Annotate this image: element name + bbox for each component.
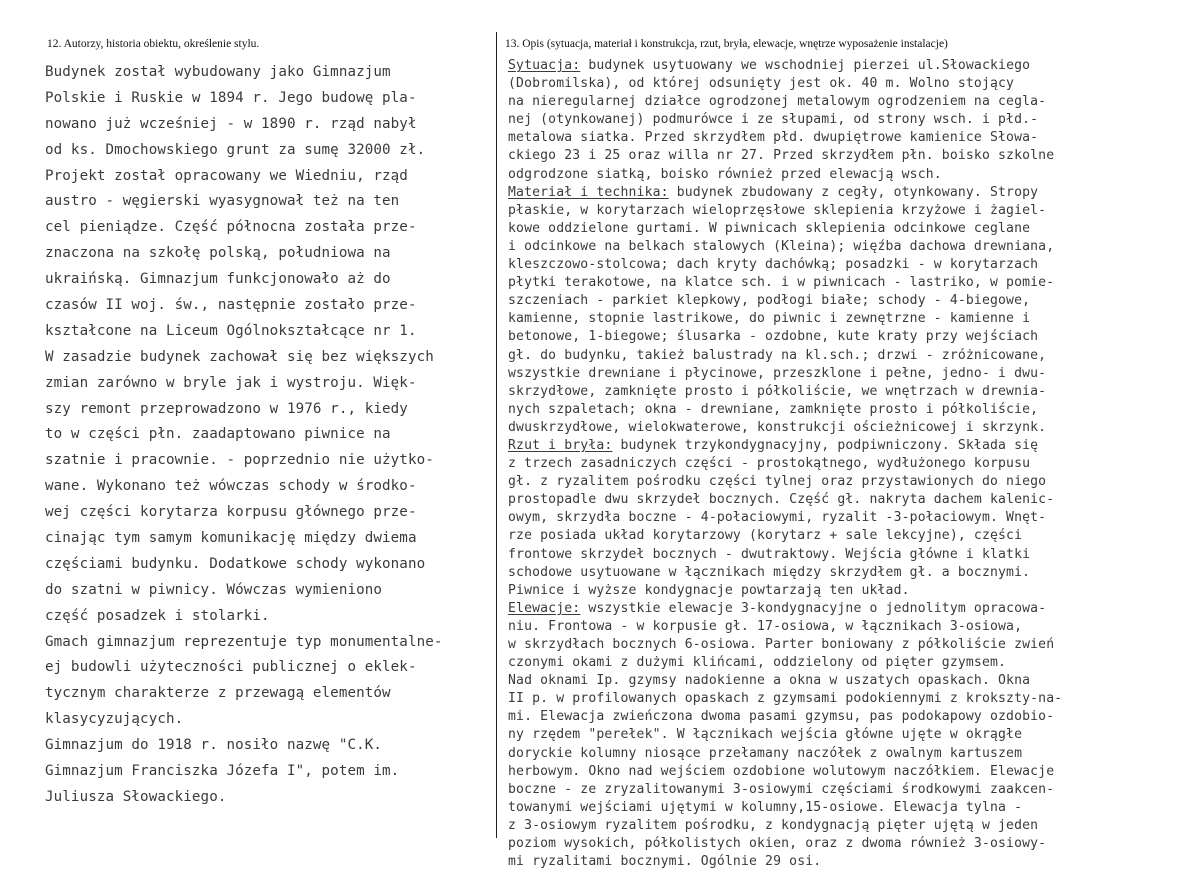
text-line (508, 817, 1198, 835)
subsection-label: Sytuacja: (508, 58, 581, 73)
line-text: skrzydłowe, zamknięte prosto i półkoliście, we wnętrzach w drewnia- (508, 383, 1047, 399)
column-divider (496, 32, 497, 838)
text-line: cinając tym samym komunikację między dwiema (45, 530, 417, 547)
line-text: nych szpaletach; okna - drewniane, zamknięte prosto i półkoliście, (508, 401, 1039, 417)
line-text: odgrodzone siatką, boisko również przed elewacją wsch. (508, 166, 942, 182)
text-line: ukraińską. Gimnazjum funkcjonowało aż do (45, 271, 391, 288)
text-line (508, 546, 1198, 564)
line-text: Nad oknami Ip. gzymsy nadokienne a okna w uszatych opaskach. Okna (508, 673, 1031, 689)
line-text: mi ryzalitami bocznymi. Ogólnie 29 osi. (508, 854, 822, 870)
text-line: austro - węgierski wyasygnował też na ten (45, 193, 400, 210)
description-text-block (508, 57, 1198, 871)
line-text: doryckie kolumny niosące przełamany naczółek z owalnym kartuszem (508, 745, 1023, 761)
line-text: boczne - ze zryzalitowanymi 3-osiowymi częściami środkowymi zaakcen- (508, 781, 1055, 797)
line-text: w skrzydłach bocznych 6-osiowa. Parter boniowany z półkoliście zwień (508, 637, 1055, 652)
history-text-block (45, 60, 490, 811)
text-line: do szatni w piwnicy. Wówczas wymieniono (45, 581, 383, 598)
text-line: szy remont przeprowadzono w 1976 r., kiedy (45, 400, 408, 417)
text-line (508, 166, 1198, 184)
text-line: wej części korytarza korpusu głównego prze- (45, 504, 417, 521)
text-line (508, 745, 1198, 763)
text-line (508, 654, 1198, 672)
text-line: Polskie i Ruskie w 1894 r. Jego budowę pla- (45, 89, 417, 106)
line-text: gł. do budynku, takież balustrady na kl.sch.; drzwi - zróżnicowane, (508, 347, 1047, 363)
text-line (508, 57, 1198, 75)
text-line (508, 509, 1198, 527)
text-line: część posadzek i stolarki. (45, 607, 270, 624)
text-line (508, 618, 1198, 636)
text-line (508, 292, 1198, 310)
line-text: metalowa siatka. Przed skrzydłem płd. dwupiętrowe kamienice Słowa- (508, 130, 1039, 146)
subsection-label: Elewacje: (508, 600, 581, 616)
section-12-heading: 12. Autorzy, historia obiektu, określenie stylu. (47, 38, 260, 50)
line-text: ny rzędem "perełek". W łącznikach wejścia główne ujęte w okrągłe (508, 727, 1023, 743)
text-line (508, 853, 1198, 871)
text-line (508, 129, 1198, 147)
line-text: kleszczowo-stolcowa; dach kryty dachówką; posadzki - w korytarzach (508, 257, 1039, 273)
text-line (508, 672, 1198, 690)
text-line: klasycyzujących. (45, 711, 184, 728)
text-line (508, 111, 1198, 129)
text-line (508, 455, 1198, 473)
text-line: nowano już wcześniej - w 1890 r. rząd nabył (45, 115, 417, 132)
text-line: W zasadzie budynek zachował się bez większych (45, 348, 434, 365)
text-line: Budynek został wybudowany jako Gimnazjum (45, 64, 391, 80)
text-line: Gimnazjum Franciszka Józefa I", potem im. (45, 763, 400, 780)
line-text: dwuskrzydłowe, wielokwaterowe, konstrukcji ościeżnicowej i skrzynk. (508, 419, 1047, 435)
text-line (508, 835, 1198, 853)
line-text: kamienne, stopnie lastrikowe, do piwnic i zewnętrzne - kamienne i (508, 311, 1031, 327)
text-line: Juliusza Słowackiego. (45, 788, 227, 805)
text-line: szatnie i pracownie. - poprzednio nie użytko- (45, 452, 434, 469)
line-text: na nieregularnej działce ogrodzonej metalowym ogrodzeniem na cegla- (508, 94, 1047, 110)
text-line (508, 75, 1198, 93)
text-line (508, 473, 1198, 491)
text-line: Gimnazjum do 1918 r. nosiło nazwę "C.K. (45, 737, 383, 754)
text-line: Projekt został opracowany we Wiedniu, rząd (45, 167, 408, 184)
text-line (508, 401, 1198, 419)
line-text: wszystkie drewniane i płycinowe, przeszklone i pełne, jedno- i dwu- (508, 365, 1047, 381)
text-line (508, 527, 1198, 545)
subsection-label: Rzut i bryła: (508, 437, 613, 453)
line-text: z 3-osiowym ryzalitem pośrodku, z kondygnacją pięter ujętą w jeden (508, 817, 1039, 833)
text-line (508, 147, 1198, 165)
text-line (508, 564, 1198, 582)
section-13-heading: 13. Opis (sytuacja, materiał i konstrukcja, rzut, bryła, elewacje, wnętrze wyposażenie instalacje) (505, 38, 948, 50)
line-text: budynek zbudowany z cegły, otynkowany. Stropy (668, 184, 1039, 200)
text-line: czasów II woj. św., następnie zostało prze- (45, 297, 417, 314)
line-text: niu. Frontowa - w korpusie gł. 17-osiowa, w łącznikach 3-osiowa, (508, 618, 1023, 634)
text-line (508, 726, 1198, 744)
text-line (508, 799, 1198, 817)
text-line (508, 220, 1198, 238)
text-line (508, 419, 1198, 437)
text-line (508, 93, 1198, 111)
line-text: nej (otynkowanej) podmurówce i ze słupami, od strony wsch. i płd.- (508, 112, 1039, 128)
text-line (508, 202, 1198, 220)
line-text: II p. w profilowanych opaskach z gzymsami podokiennymi z krokszty-na- (508, 691, 1063, 707)
text-line (508, 437, 1198, 455)
text-line: cel pieniądze. Część północna została prze- (45, 219, 417, 236)
text-line (508, 383, 1198, 401)
line-text: mi. Elewacja zwieńczona dwoma pasami gzymsu, pas podokapowy ozdobio- (508, 709, 1055, 725)
line-text: owym, skrzydła boczne - 4-połaciowymi, ryzalit -3-połaciowym. Wnęt- (508, 510, 1047, 526)
text-line: Gmach gimnazjum reprezentuje typ monumentalne- (45, 633, 443, 650)
line-text: budynek trzykondygnacyjny, podpiwniczony. Składa się (612, 437, 1039, 453)
text-line (508, 582, 1198, 600)
line-text: kowe oddzielone gurtami. W piwnicach sklepienia odcinkowe ceglane (508, 220, 1031, 236)
text-line: tycznym charakterze z przewagą elementów (45, 685, 391, 702)
text-line (508, 708, 1198, 726)
text-line (508, 600, 1198, 618)
text-line: wane. Wykonano też wówczas schody w środko- (45, 478, 417, 495)
text-line (508, 781, 1198, 799)
line-text: prostopadle dwu skrzydeł bocznych. Część gł. nakryta dachem kalenic- (508, 492, 1055, 508)
line-text: płaskie, w korytarzach wieloprzęsłowe sklepienia krzyżowe i żagiel- (508, 202, 1047, 218)
text-line (508, 347, 1198, 365)
line-text: poziom wysokich, półkolistych okien, oraz z dwoma również 3-osiowy- (508, 836, 1047, 852)
line-text: płytki terakotowe, na klatce sch. i w piwnicach - lastriko, w pomie- (508, 275, 1055, 291)
text-line: ej budowli użyteczności publicznej o eklek- (45, 659, 417, 676)
line-text: ckiego 23 i 25 oraz willa nr 27. Przed skrzydłem płn. boisko szkolne (508, 148, 1055, 164)
text-line (508, 636, 1198, 654)
text-line (508, 763, 1198, 781)
line-text: szczeniach - parkiet klepkowy, podłogi białe; schody - 4-biegowe, (508, 293, 1031, 309)
line-text: gł. z ryzalitem pośrodku części tylnej oraz przystawionych do niego (508, 474, 1047, 490)
line-text: towanymi wejściami ujętymi w kolumny,15-osiowe. Elewacja tylna - (508, 799, 1023, 815)
text-line: od ks. Dmochowskiego grunt za sumę 32000 zł. (45, 141, 426, 158)
line-text: budynek usytuowany we wschodniej pierzei ul.Słowackiego (580, 58, 1031, 73)
line-text: frontowe skrzydeł bocznych - dwutraktowy. Wejścia główne i klatki (508, 546, 1031, 562)
line-text: i odcinkowe na belkach stalowych (Kleina); więźba dachowa drewniana, (508, 238, 1055, 254)
text-line (508, 491, 1198, 509)
text-line: to w części płn. zaadaptowano piwnice na (45, 426, 391, 443)
text-line: częściami budynku. Dodatkowe schody wykonano (45, 555, 426, 572)
line-text: rze posiada układ korytarzowy (korytarz + sale lekcyjne), części (508, 528, 1023, 544)
line-text: z trzech zasadniczych części - prostokątnego, wydłużonego korpusu (508, 456, 1031, 472)
text-line: znaczona na szkołę polską, południowa na (45, 245, 391, 262)
text-line: zmian zarówno w bryle jak i wystroju. Więk- (45, 374, 417, 391)
line-text: schodowe usytuowane w łącznikach między skrzydłem gł. a bocznymi. (508, 564, 1031, 580)
text-line (508, 274, 1198, 292)
line-text: herbowym. Okno nad wejściem ozdobione wolutowym naczółkiem. Elewacje (508, 763, 1055, 779)
text-line (508, 256, 1198, 274)
text-line (508, 365, 1198, 383)
line-text: wszystkie elewacje 3-kondygnacyjne o jednolitym opracowa- (580, 600, 1047, 616)
text-line (508, 690, 1198, 708)
line-text: czonymi okami z dużymi klińcami, oddzielony od pięter gzymsem. (508, 655, 1007, 671)
text-line: kształcone na Liceum Ogólnokształcące nr 1. (45, 322, 417, 339)
text-line (508, 310, 1198, 328)
text-line (508, 238, 1198, 256)
line-text: betonowe, 1-biegowe; ślusarka - ozdobne, kute kraty przy wejściach (508, 329, 1039, 345)
line-text: (Dobromilska), od której odsunięty jest ok. 40 m. Wolno stojący (508, 76, 1015, 92)
text-line (508, 328, 1198, 346)
line-text: Piwnice i wyższe kondygnacje powtarzają ten układ. (508, 582, 910, 598)
text-line (508, 184, 1198, 202)
subsection-label: Materiał i technika: (508, 184, 669, 200)
